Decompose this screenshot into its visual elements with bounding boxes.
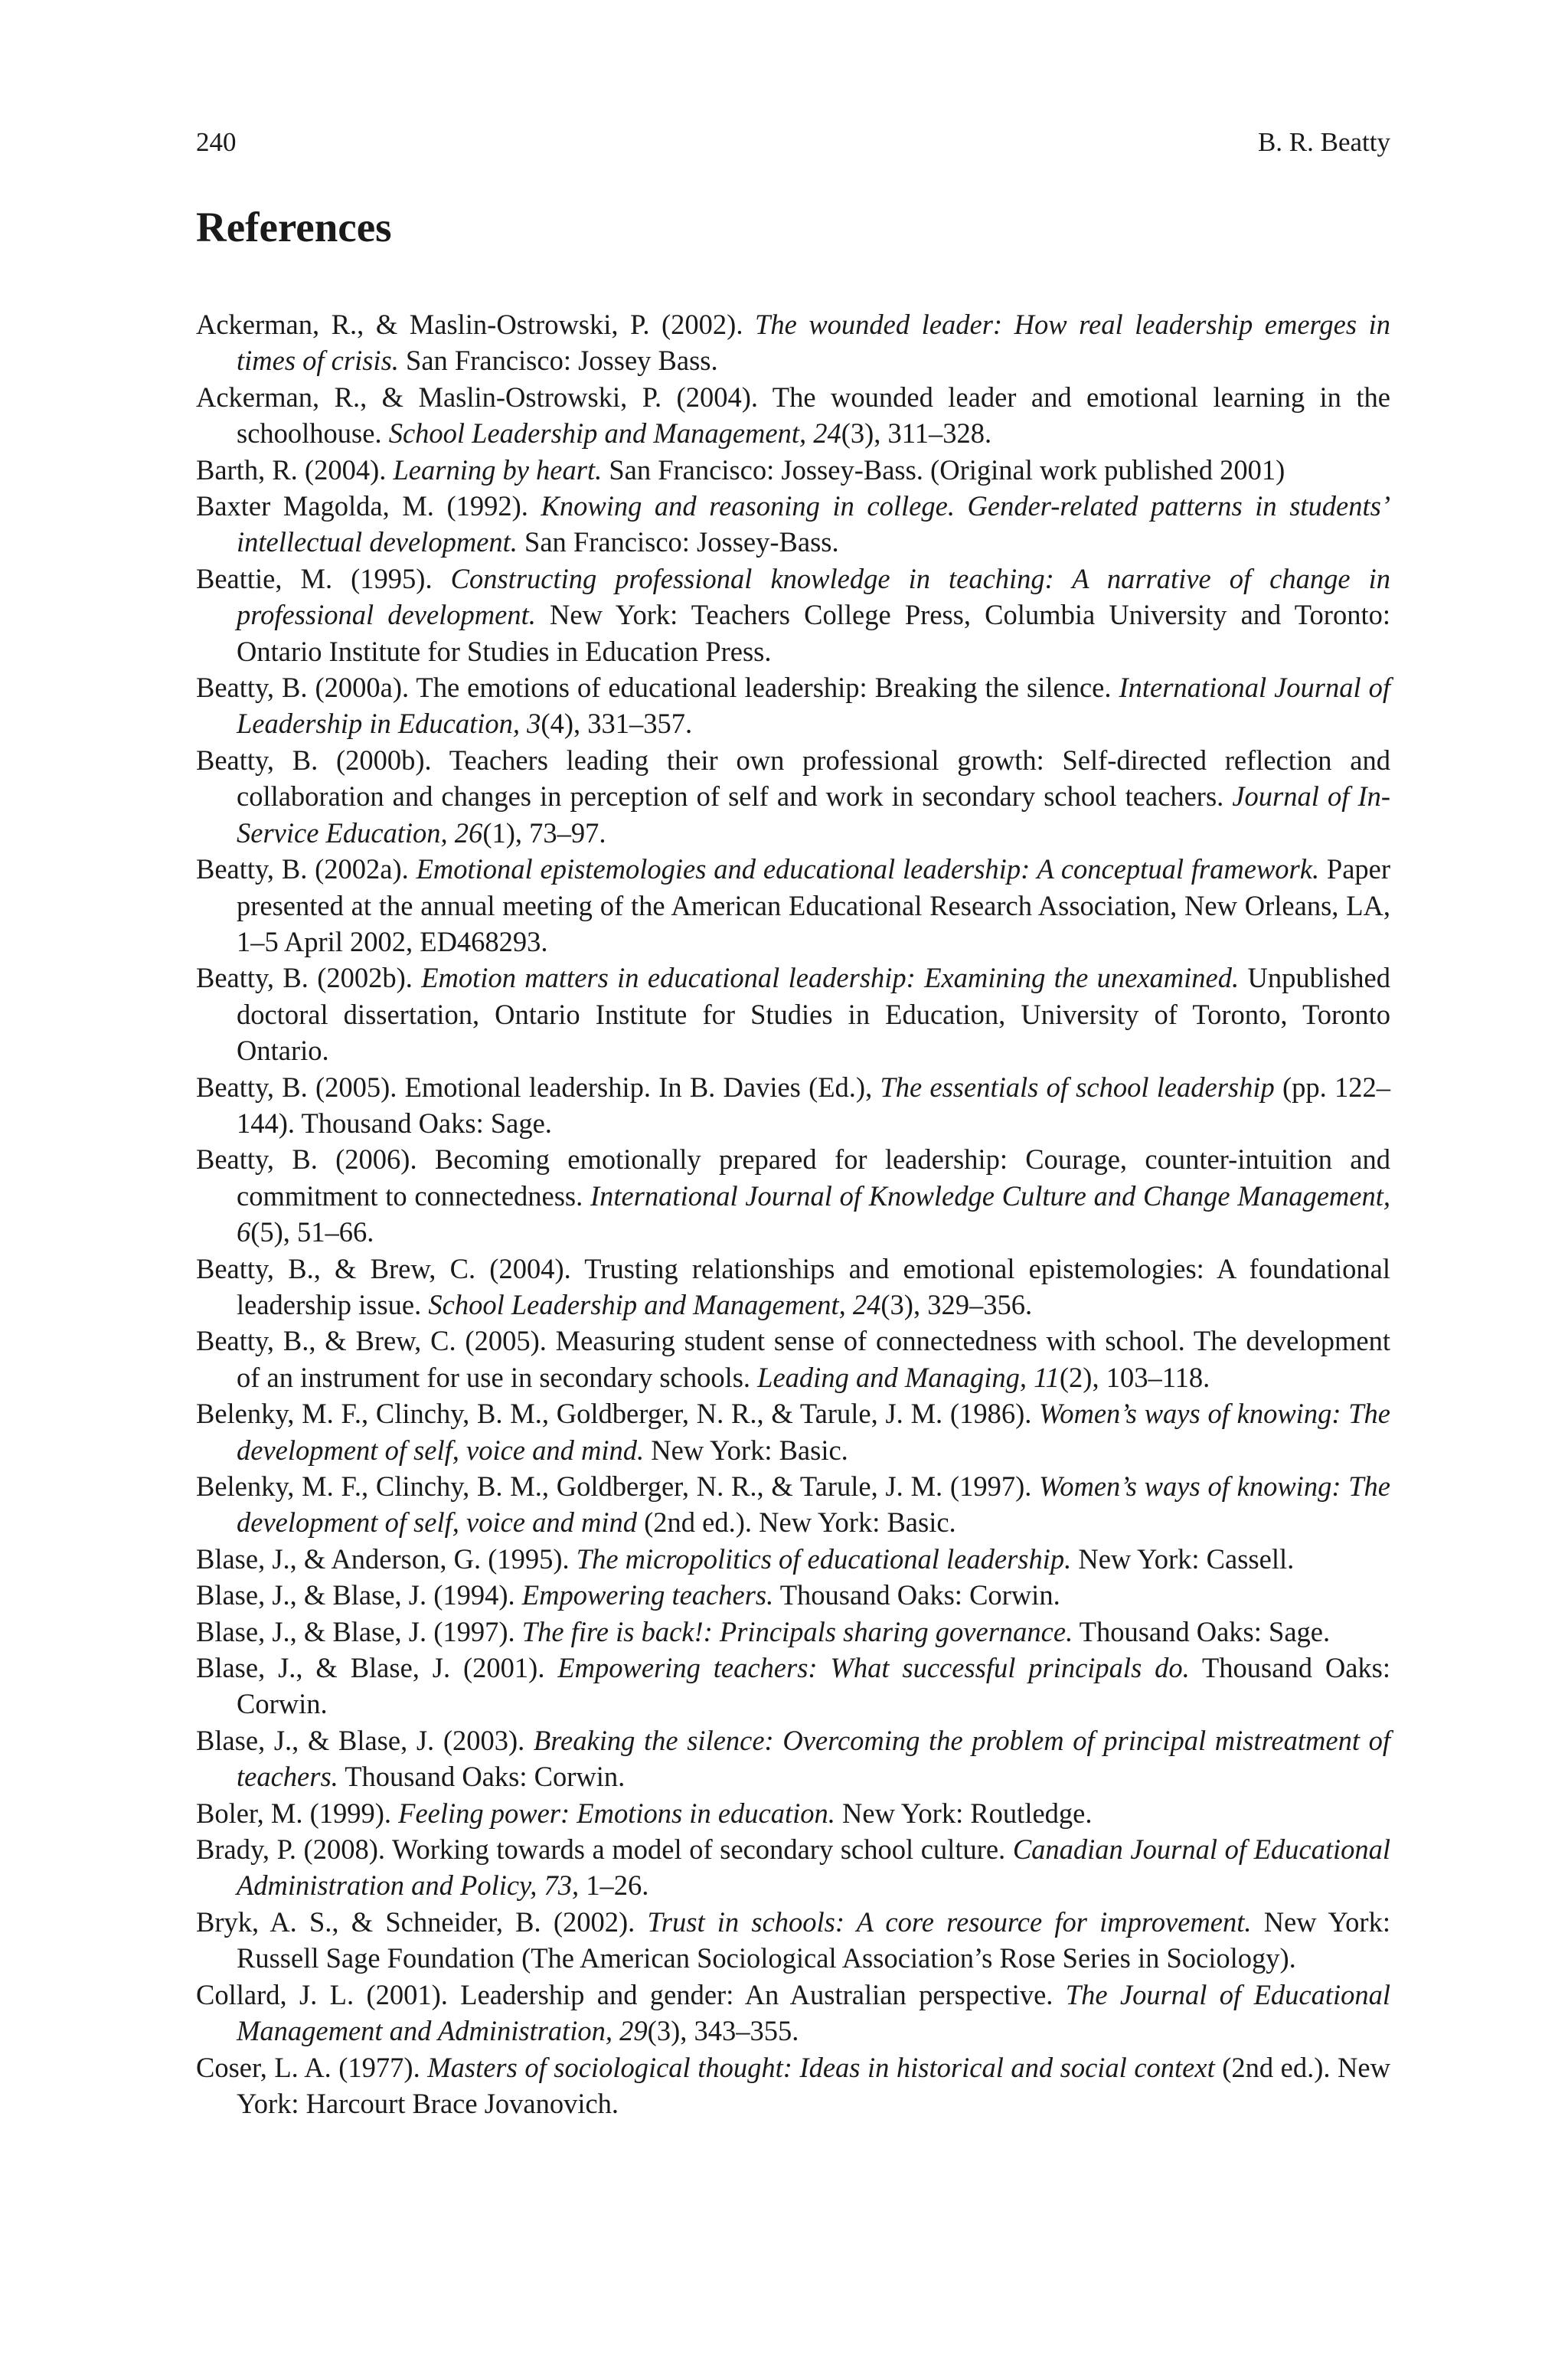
- reference-entry: [196, 1541, 1390, 1577]
- reference-text: (4), 331–357.: [541, 708, 693, 740]
- reference-entry: [196, 561, 1390, 669]
- reference-text: San Francisco: Jossey Bass.: [398, 345, 718, 377]
- reference-text: Beattie, M. (1995).: [196, 562, 451, 594]
- reference-entry: [196, 379, 1390, 452]
- reference-text: Blase, J., & Anderson, G. (1995).: [196, 1542, 577, 1575]
- reference-text: Thousand Oaks: Corwin.: [773, 1579, 1060, 1611]
- reference-entry: [196, 1395, 1390, 1468]
- reference-title: Canadian Journal of Educational Administration and Policy, 73,: [237, 1833, 1390, 1902]
- reference-entry: [196, 1722, 1390, 1795]
- reference-title: School Leadership and Management, 24: [428, 1288, 881, 1320]
- reference-title: Women’s ways of knowing: The development of self, voice and mind.: [237, 1398, 1391, 1466]
- reference-entry: [196, 742, 1390, 851]
- reference-text: Blase, J., & Blase, J. (1997).: [196, 1615, 522, 1647]
- reference-text: Beatty, B. (2006). Becoming emotionally prepared for leadership: Courage, counter-intuition and commitment to connectedness.: [196, 1143, 1390, 1212]
- reference-entry: [196, 452, 1390, 488]
- reference-text: Thousand Oaks: Corwin.: [237, 1652, 1390, 1720]
- reference-text: (2), 103–118.: [1059, 1361, 1210, 1393]
- reference-title: Constructing professional knowledge in teaching: A narrative of change in professional development.: [237, 562, 1391, 631]
- reference-text: Thousand Oaks: Sage.: [1073, 1615, 1331, 1647]
- reference-text: Paper presented at the annual meeting of the American Educational Research Association, New Orleans, LA, 1–5 April 2002, ED468293.: [237, 853, 1391, 957]
- reference-text: Baxter Magolda, M. (1992).: [196, 490, 541, 522]
- reference-text: 1–26.: [579, 1869, 649, 1902]
- reference-title: Leading and Managing, 11: [757, 1361, 1060, 1393]
- reference-text: Beatty, B. (2000a). The emotions of educational leadership: Breaking the silence.: [196, 672, 1119, 704]
- reference-text: Blase, J., & Blase, J. (1994).: [196, 1579, 522, 1611]
- reference-entry: [196, 1977, 1390, 2049]
- reference-entry: [196, 1069, 1390, 1142]
- reference-text: (3), 343–355.: [647, 2015, 799, 2047]
- reference-title: Women’s ways of knowing: The development of self, voice and mind: [237, 1470, 1391, 1539]
- reference-entry: [196, 851, 1390, 960]
- reference-entry: [196, 1323, 1390, 1395]
- reference-entry: [196, 1904, 1390, 1977]
- reference-title: Masters of sociological thought: Ideas in historical and social context: [427, 2051, 1215, 2083]
- reference-text: New York: Cassell.: [1071, 1542, 1295, 1575]
- reference-title: International Journal of Leadership in Education, 3: [237, 672, 1390, 740]
- reference-entry: [196, 488, 1390, 561]
- reference-text: Beatty, B. (2002b).: [196, 962, 422, 994]
- reference-title: Learning by heart.: [393, 453, 603, 486]
- reference-text: Thousand Oaks: Corwin.: [338, 1761, 626, 1793]
- reference-entry: [196, 1795, 1390, 1831]
- reference-text: Beatty, B., & Brew, C. (2005). Measuring student sense of connectedness with school. The development of an instrument for use in secondary schools.: [196, 1325, 1390, 1393]
- reference-text: New York: Basic.: [644, 1434, 848, 1466]
- reference-text: Beatty, B., & Brew, C. (2004). Trusting relationships and emotional epistemologies: A foundational leadership issue.: [196, 1252, 1390, 1320]
- reference-entry: [196, 1468, 1390, 1541]
- running-header: [196, 126, 1390, 159]
- reference-text: New York: Teachers College Press, Columbia University and Toronto: Ontario Institute for Studies in Education Press.: [237, 599, 1390, 667]
- reference-title: International Journal of Knowledge Culture and Change Management, 6: [237, 1179, 1390, 1248]
- reference-entry: [196, 1831, 1390, 1904]
- reference-text: Bryk, A. S., & Schneider, B. (2002).: [196, 1905, 648, 1938]
- reference-text: Beatty, B. (2002a).: [196, 853, 416, 885]
- reference-entry: [196, 1251, 1390, 1323]
- reference-text: Ackerman, R., & Maslin-Ostrowski, P. (2004). The wounded leader and emotional learning in the schoolhouse.: [196, 381, 1390, 450]
- reference-text: Blase, J., & Blase, J. (2001).: [196, 1652, 558, 1684]
- reference-entry: [196, 1141, 1390, 1250]
- reference-text: Brady, P. (2008). Working towards a model of secondary school culture.: [196, 1833, 1013, 1866]
- reference-entry: [196, 1614, 1390, 1650]
- reference-title: Empowering teachers: What successful principals do.: [557, 1652, 1190, 1684]
- reference-text: (3), 311–328.: [841, 417, 992, 450]
- reference-title: Empowering teachers.: [521, 1579, 774, 1611]
- reference-entry: [196, 1650, 1390, 1722]
- reference-entry: [196, 1577, 1390, 1613]
- references-heading: References: [196, 204, 392, 250]
- reference-entry: [196, 669, 1390, 742]
- reference-title: The Journal of Educational Management and Administration, 29: [237, 1978, 1390, 2047]
- reference-text: Beatty, B. (2000b). Teachers leading their own professional growth: Self-directed reflection and collaboration and changes in perception of self and work in secondary school teachers.: [196, 744, 1390, 813]
- reference-text: (2nd ed.). New York: Basic.: [637, 1506, 956, 1539]
- reference-text: Ackerman, R., & Maslin-Ostrowski, P. (2002).: [196, 309, 756, 340]
- reference-title: Feeling power: Emotions in education.: [398, 1797, 835, 1829]
- page-number: 240: [196, 127, 237, 157]
- reference-text: Beatty, B. (2005). Emotional leadership. In B. Davies (Ed.),: [196, 1071, 880, 1103]
- reference-entry: [196, 306, 1390, 379]
- reference-title: The fire is back!: Principals sharing governance.: [521, 1615, 1073, 1647]
- reference-title: Journal of In-Service Education, 26: [237, 780, 1391, 849]
- reference-title: Breaking the silence: Overcoming the problem of principal mistreatment of teachers.: [237, 1724, 1390, 1793]
- reference-title: Knowing and reasoning in college. Gender-related patterns in students’ intellectual development.: [237, 490, 1390, 558]
- reference-text: (pp. 122–144). Thousand Oaks: Sage.: [237, 1071, 1391, 1139]
- reference-entry: [196, 2049, 1390, 2122]
- running-author: B. R. Beatty: [1257, 127, 1390, 157]
- reference-text: Belenky, M. F., Clinchy, B. M., Goldberger, N. R., & Tarule, J. M. (1997).: [196, 1470, 1040, 1502]
- reference-title: Trust in schools: A core resource for improvement.: [647, 1905, 1252, 1938]
- reference-list: [196, 306, 1390, 2121]
- reference-text: Collard, J. L. (2001). Leadership and gender: An Australian perspective.: [196, 1978, 1066, 2010]
- reference-text: (1), 73–97.: [482, 816, 606, 849]
- reference-title: The wounded leader: How real leadership emerges in times of crisis.: [237, 309, 1390, 377]
- reference-entry: [196, 960, 1390, 1068]
- reference-text: Boler, M. (1999).: [196, 1797, 399, 1829]
- reference-title: The micropolitics of educational leadership.: [576, 1542, 1072, 1575]
- reference-title: The essentials of school leadership: [880, 1071, 1275, 1103]
- reference-text: (5), 51–66.: [250, 1216, 374, 1248]
- reference-text: Unpublished doctoral dissertation, Ontario Institute for Studies in Education, University of Toronto, Toronto Ontario.: [237, 962, 1391, 1067]
- reference-title: Emotion matters in educational leadership: Examining the unexamined.: [421, 962, 1240, 994]
- reference-text: Coser, L. A. (1977).: [196, 2051, 428, 2083]
- reference-text: Blase, J., & Blase, J. (2003).: [196, 1724, 534, 1756]
- reference-text: San Francisco: Jossey-Bass. (Original work published 2001): [602, 453, 1285, 486]
- reference-text: New York: Routledge.: [835, 1797, 1093, 1829]
- reference-title: Emotional epistemologies and educational leadership: A conceptual framework.: [416, 853, 1320, 885]
- reference-text: (2nd ed.). New York: Harcourt Brace Jovanovich.: [237, 2051, 1390, 2119]
- reference-text: San Francisco: Jossey-Bass.: [517, 526, 839, 558]
- reference-text: Belenky, M. F., Clinchy, B. M., Goldberger, N. R., & Tarule, J. M. (1986).: [196, 1398, 1040, 1430]
- reference-text: New York: Russell Sage Foundation (The American Sociological Association’s Rose Series in Sociology).: [237, 1905, 1390, 1974]
- reference-text: Barth, R. (2004).: [196, 453, 394, 486]
- reference-text: (3), 329–356.: [880, 1288, 1033, 1320]
- reference-title: School Leadership and Management, 24: [388, 417, 841, 450]
